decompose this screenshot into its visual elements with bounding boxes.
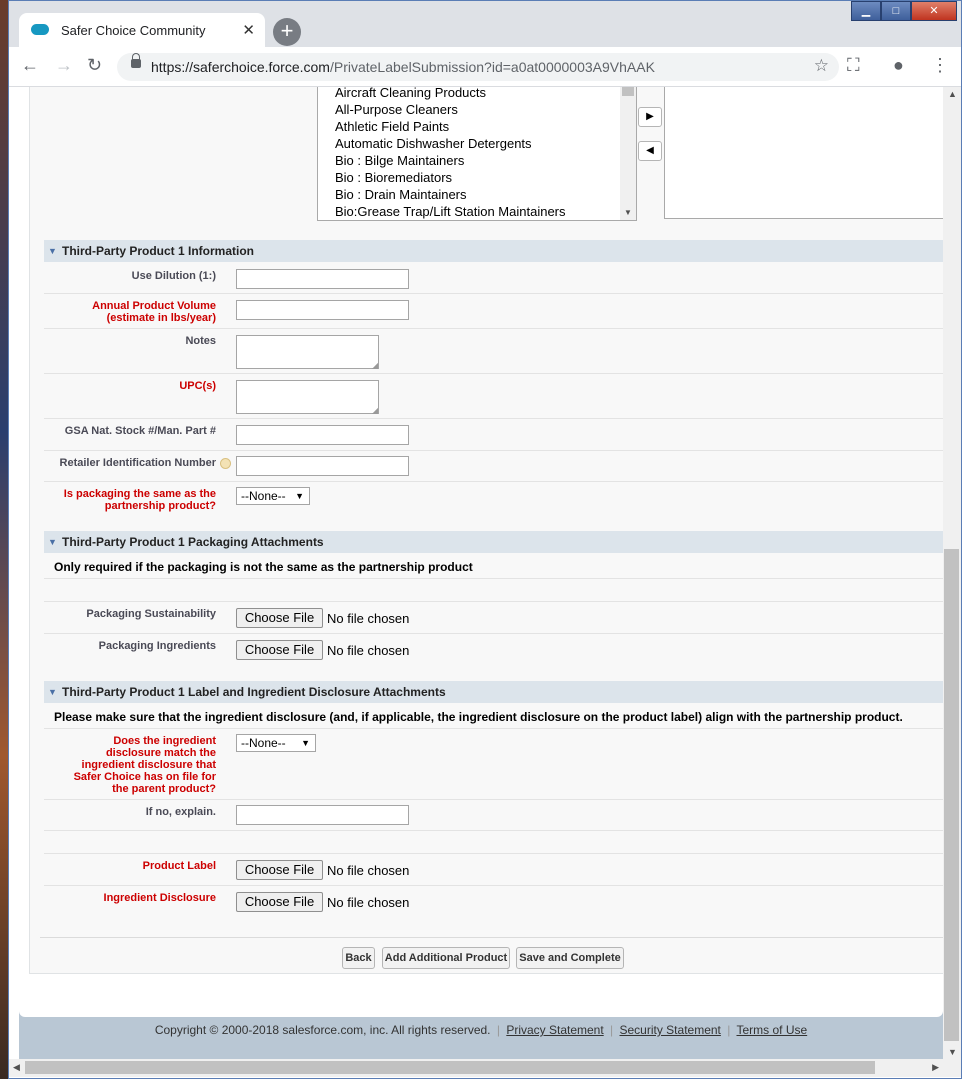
horizontal-scrollbar[interactable] xyxy=(9,1059,961,1077)
file-status: No file chosen xyxy=(327,643,410,658)
scroll-up-icon[interactable]: ▲ xyxy=(948,89,957,99)
chevron-down-icon: ▼ xyxy=(301,738,310,748)
address-bar[interactable] xyxy=(117,53,839,81)
page-viewport xyxy=(19,87,943,1059)
add-additional-product-button[interactable]: Add Additional Product xyxy=(382,947,510,969)
list-item[interactable]: Bio : Drain Maintainers xyxy=(335,187,467,202)
annual-volume-input[interactable] xyxy=(236,300,409,320)
help-icon[interactable] xyxy=(220,458,231,469)
use-dilution-input[interactable] xyxy=(236,269,409,289)
notice-row xyxy=(44,554,943,579)
packaging-same-label: Is packaging the same as the partnership product? xyxy=(63,488,216,512)
maximize-button[interactable]: □ xyxy=(881,1,911,21)
list-item[interactable]: Bio:Grease Trap/Lift Station Maintainers xyxy=(335,204,566,219)
list-item[interactable]: Aircraft Cleaning Products xyxy=(335,87,487,100)
list-scrollbar[interactable] xyxy=(620,87,636,220)
ingredient-disclosure-label: Ingredient Disclosure xyxy=(103,892,216,904)
tab-close-icon[interactable]: ✕ xyxy=(242,22,255,39)
url-text[interactable] xyxy=(151,59,655,75)
field-row xyxy=(44,329,943,374)
field-row xyxy=(44,729,943,800)
window-close-button[interactable]: ✕ xyxy=(911,1,957,21)
scroll-right-icon[interactable]: ▶ xyxy=(932,1062,939,1072)
remove-category-button[interactable]: ◀ xyxy=(638,141,662,161)
disclosure-notice: Please make sure that the ingredient disclosure (and, if applicable, the ingredient disclosure on the product label) align with the partnership product. xyxy=(54,710,903,724)
packaging-ingredients-file-button[interactable]: Choose File xyxy=(236,640,323,660)
vertical-scrollbar[interactable] xyxy=(943,87,961,1059)
field-row xyxy=(44,634,943,681)
cast-icon[interactable]: ⛶ xyxy=(847,55,860,75)
explain-input[interactable] xyxy=(236,805,409,825)
category-selected-list[interactable] xyxy=(664,87,943,219)
menu-dots-icon[interactable]: ⋮ xyxy=(931,55,949,75)
salesforce-cloud-icon xyxy=(31,24,49,35)
retailer-id-label: Retailer Identification Number xyxy=(59,457,216,469)
notes-label: Notes xyxy=(185,335,216,347)
lock-icon xyxy=(131,59,141,68)
list-item[interactable]: Bio : Bioremediators xyxy=(335,170,453,185)
back-arrow-icon[interactable]: ← xyxy=(21,55,39,75)
packaging-notice: Only required if the packaging is not the same as the partnership product xyxy=(54,560,473,574)
desktop-background xyxy=(0,0,8,1079)
spacer-row xyxy=(44,831,943,854)
field-row xyxy=(44,419,943,451)
section-packaging-attachments xyxy=(44,531,943,553)
notice-row xyxy=(44,704,943,729)
select-value: --None-- xyxy=(241,736,286,750)
bookmark-star-icon[interactable]: ☆ xyxy=(813,56,829,75)
ingredient-disclosure-file-button[interactable]: Choose File xyxy=(236,892,323,912)
list-item[interactable]: Automatic Dishwasher Detergents xyxy=(335,136,532,151)
scroll-down-icon[interactable]: ▼ xyxy=(948,1047,957,1057)
upc-label: UPC(s) xyxy=(179,380,216,392)
section-label-disclosure-attachments xyxy=(44,681,943,703)
section-title: Third-Party Product 1 Label and Ingredient Disclosure Attachments xyxy=(62,685,446,699)
collapse-triangle-icon[interactable]: ▼ xyxy=(48,537,57,547)
section-title: Third-Party Product 1 Packaging Attachments xyxy=(62,535,324,549)
field-row xyxy=(44,886,943,926)
browser-window xyxy=(8,0,962,1079)
list-item[interactable]: Bio : Bilge Maintainers xyxy=(335,153,465,168)
minimize-button[interactable]: ▁ xyxy=(851,1,881,21)
section-title: Third-Party Product 1 Information xyxy=(62,244,255,258)
security-statement-link[interactable]: Security Statement xyxy=(619,1023,721,1037)
field-row xyxy=(44,374,943,419)
collapse-triangle-icon[interactable]: ▼ xyxy=(48,687,57,697)
use-dilution-label: Use Dilution (1:) xyxy=(131,270,216,282)
notes-textarea[interactable] xyxy=(236,335,379,369)
annual-volume-label: Annual Product Volume (estimate in lbs/year) xyxy=(92,300,216,324)
copyright-text: Copyright © 2000-2018 salesforce.com, inc. All rights reserved. xyxy=(154,1023,491,1037)
chevron-down-icon: ▼ xyxy=(295,491,304,501)
submission-form xyxy=(29,87,943,974)
scroll-left-icon[interactable]: ◀ xyxy=(13,1062,20,1072)
field-row xyxy=(44,263,943,294)
url-host: https://saferchoice.force.com xyxy=(151,59,330,75)
list-scroll-thumb[interactable] xyxy=(622,87,634,96)
packaging-ingredients-label: Packaging Ingredients xyxy=(98,640,216,652)
terms-of-use-link[interactable]: Terms of Use xyxy=(736,1023,808,1037)
category-available-list[interactable] xyxy=(317,87,637,221)
file-status: No file chosen xyxy=(327,611,410,626)
button-bar xyxy=(40,937,943,973)
field-row xyxy=(44,451,943,482)
field-row xyxy=(44,854,943,886)
list-item[interactable]: All-Purpose Cleaners xyxy=(335,102,458,117)
browser-toolbar xyxy=(9,47,961,87)
packaging-sustainability-label: Packaging Sustainability xyxy=(86,608,216,620)
divider: | xyxy=(610,1023,614,1037)
forward-arrow-icon[interactable]: → xyxy=(55,55,73,75)
window-controls xyxy=(851,1,957,21)
profile-avatar-icon[interactable]: ● xyxy=(893,55,904,75)
field-row xyxy=(44,800,943,831)
packaging-same-select[interactable] xyxy=(236,487,310,505)
explain-label: If no, explain. xyxy=(145,806,216,818)
field-row xyxy=(44,482,943,531)
packaging-sustainability-file-button[interactable]: Choose File xyxy=(236,608,323,628)
browser-tab[interactable] xyxy=(19,13,265,47)
disclosure-match-label: Does the ingredient disclosure match the ingredient disclosure that Safer Choice has on file for the parent product? xyxy=(73,735,216,795)
gsa-input[interactable] xyxy=(236,425,409,445)
tab-title: Safer Choice Community xyxy=(61,23,206,38)
list-item[interactable]: Athletic Field Paints xyxy=(335,119,450,134)
field-row xyxy=(44,602,943,634)
select-value: --None-- xyxy=(241,489,286,503)
privacy-statement-link[interactable]: Privacy Statement xyxy=(506,1023,604,1037)
retailer-id-input[interactable] xyxy=(236,456,409,476)
save-and-complete-button[interactable]: Save and Complete xyxy=(516,947,624,969)
disclosure-match-select[interactable] xyxy=(236,734,316,752)
vertical-scroll-thumb[interactable] xyxy=(944,549,959,1041)
divider: | xyxy=(496,1023,500,1037)
horizontal-scroll-thumb[interactable] xyxy=(25,1061,875,1074)
product-label-label: Product Label xyxy=(142,860,216,872)
product-label-file-button[interactable]: Choose File xyxy=(236,860,323,880)
section-product-information xyxy=(44,240,943,262)
scroll-down-icon[interactable]: ▼ xyxy=(624,208,632,217)
back-button[interactable]: Back xyxy=(342,947,375,969)
upc-textarea[interactable] xyxy=(236,380,379,414)
field-row xyxy=(44,294,943,329)
file-status: No file chosen xyxy=(327,863,410,878)
collapse-triangle-icon[interactable]: ▼ xyxy=(48,246,57,256)
file-status: No file chosen xyxy=(327,895,410,910)
reload-icon[interactable]: ↻ xyxy=(87,55,103,75)
page-footer xyxy=(19,1023,943,1037)
page-content xyxy=(19,87,943,1017)
new-tab-button[interactable]: + xyxy=(273,18,301,46)
gsa-label: GSA Nat. Stock #/Man. Part # xyxy=(64,425,216,437)
tab-strip xyxy=(9,1,961,47)
url-path: /PrivateLabelSubmission?id=a0at0000003A9VhAAK xyxy=(329,59,655,75)
divider: | xyxy=(727,1023,731,1037)
add-category-button[interactable]: ▶ xyxy=(638,107,662,127)
spacer-row xyxy=(44,579,943,602)
